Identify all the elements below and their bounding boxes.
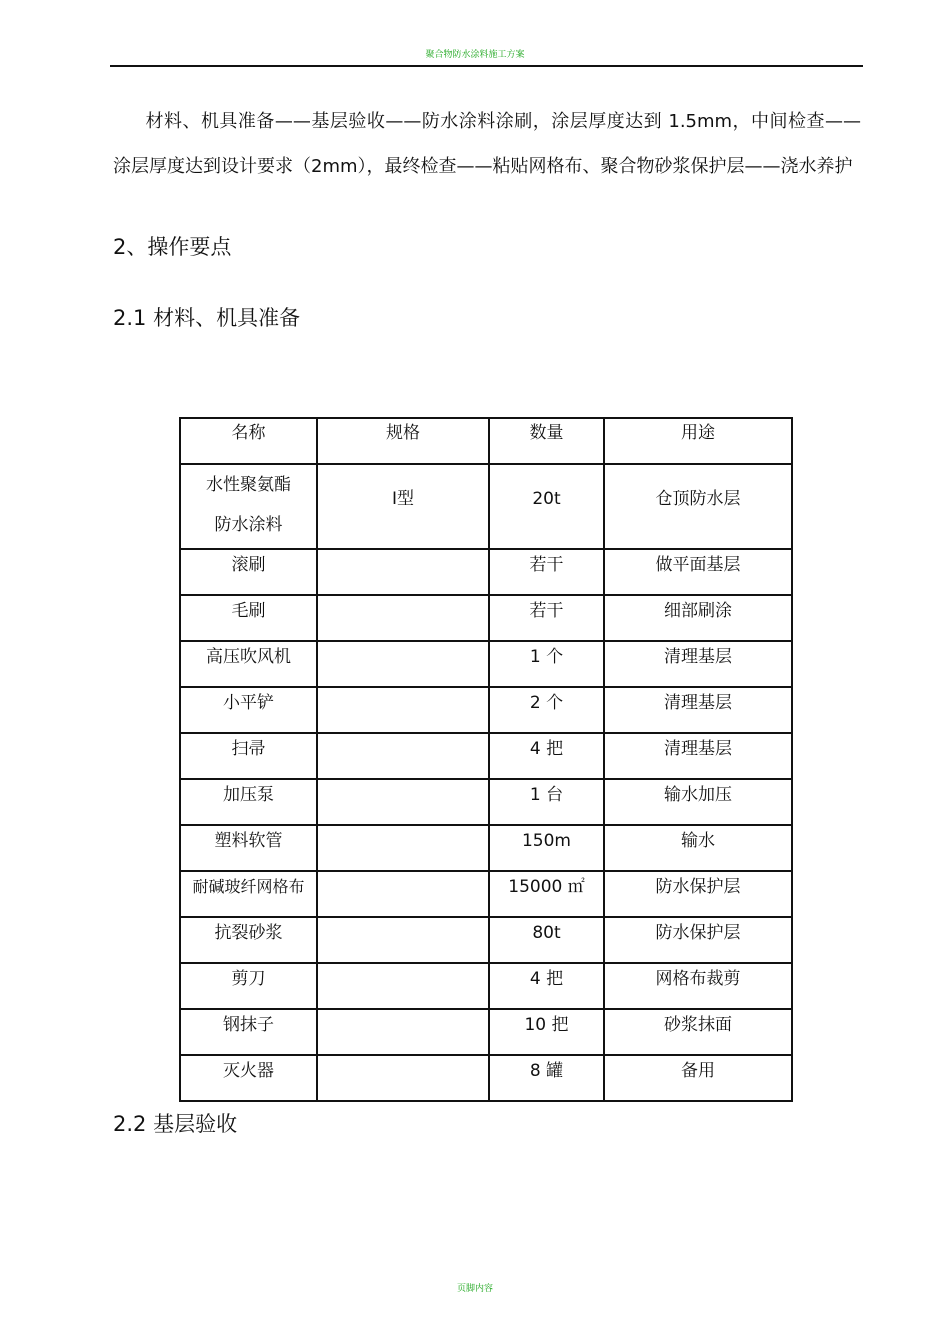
cell-name: 高压吹风机 [180,641,317,687]
cell-use: 网格布裁剪 [604,963,792,1009]
cell-spec [317,917,489,963]
column-header-spec: 规格 [317,418,489,464]
process-flow-paragraph [113,99,861,189]
cell-quantity: 1 台 [489,779,604,825]
cell-quantity: 10 把 [489,1009,604,1055]
cell-name-line1: 水性聚氨酯 [206,475,291,495]
cell-quantity: 若干 [489,549,604,595]
cell-quantity: 4 把 [489,733,604,779]
cell-spec [317,825,489,871]
column-header-quantity: 数量 [489,418,604,464]
cell-quantity: 8 罐 [489,1055,604,1101]
cell-quantity: 150m [489,825,604,871]
cell-use: 做平面基层 [604,549,792,595]
cell-quantity: 20t [489,464,604,549]
heading-operation-points: 2、操作要点 [113,235,232,259]
cell-spec [317,549,489,595]
cell-spec [317,733,489,779]
column-header-name: 名称 [180,418,317,464]
page-footer-text: 页脚内容 [456,1284,493,1294]
cell-spec [317,871,489,917]
cell-name [180,464,317,549]
cell-name: 毛刷 [180,595,317,641]
cell-spec [317,595,489,641]
cell-spec [317,779,489,825]
process-flow-text: 材料、机具准备——基层验收——防水涂料涂刷，涂层厚度达到 1.5mm，中间检查——涂层厚度达到设计要求（2mm），最终检查——粘贴网格布、聚合物砂浆保护层——浇水养护 [113,111,861,177]
cell-use: 防水保护层 [604,871,792,917]
table-row [180,549,792,595]
cell-spec [317,641,489,687]
table-row [180,595,792,641]
cell-use: 清理基层 [604,641,792,687]
table-row [180,1055,792,1101]
cell-quantity: 80t [489,917,604,963]
cell-name: 加压泵 [180,779,317,825]
table-row [180,733,792,779]
cell-name: 剪刀 [180,963,317,1009]
cell-use: 清理基层 [604,687,792,733]
table-row [180,963,792,1009]
table-row [180,687,792,733]
table-row [180,1009,792,1055]
cell-name: 扫帚 [180,733,317,779]
cell-quantity: 若干 [489,595,604,641]
table-row [180,871,792,917]
cell-name: 抗裂砂浆 [180,917,317,963]
table-header-row [180,418,792,464]
cell-quantity: 2 个 [489,687,604,733]
materials-tools-table [179,417,793,1102]
table-row [180,825,792,871]
cell-use: 防水保护层 [604,917,792,963]
cell-name: 钢抹子 [180,1009,317,1055]
cell-name: 塑料软管 [180,825,317,871]
cell-spec [317,963,489,1009]
cell-use: 砂浆抹面 [604,1009,792,1055]
column-header-use: 用途 [604,418,792,464]
cell-use: 输水加压 [604,779,792,825]
heading-materials-tools: 2.1 材料、机具准备 [113,306,301,330]
cell-quantity: 4 把 [489,963,604,1009]
cell-name-line2: 防水涂料 [214,515,283,535]
table-row [180,779,792,825]
cell-name: 耐碱玻纤网格布 [180,871,317,917]
cell-spec [317,1009,489,1055]
cell-name: 滚刷 [180,549,317,595]
cell-use: 输水 [604,825,792,871]
cell-spec: Ⅰ型 [317,464,489,549]
cell-name: 灭火器 [180,1055,317,1101]
cell-use: 清理基层 [604,733,792,779]
cell-use: 细部刷涂 [604,595,792,641]
table-row [180,464,792,549]
cell-use: 备用 [604,1055,792,1101]
heading-base-acceptance: 2.2 基层验收 [113,1112,238,1136]
cell-quantity: 15000 ㎡ [489,871,604,917]
table-row [180,917,792,963]
table-row [180,641,792,687]
cell-spec [317,1055,489,1101]
page-header-text: 聚合物防水涂料施工方案 [425,50,525,60]
header-divider [110,65,863,67]
cell-name: 小平铲 [180,687,317,733]
cell-quantity: 1 个 [489,641,604,687]
cell-spec [317,687,489,733]
cell-use: 仓顶防水层 [604,464,792,549]
